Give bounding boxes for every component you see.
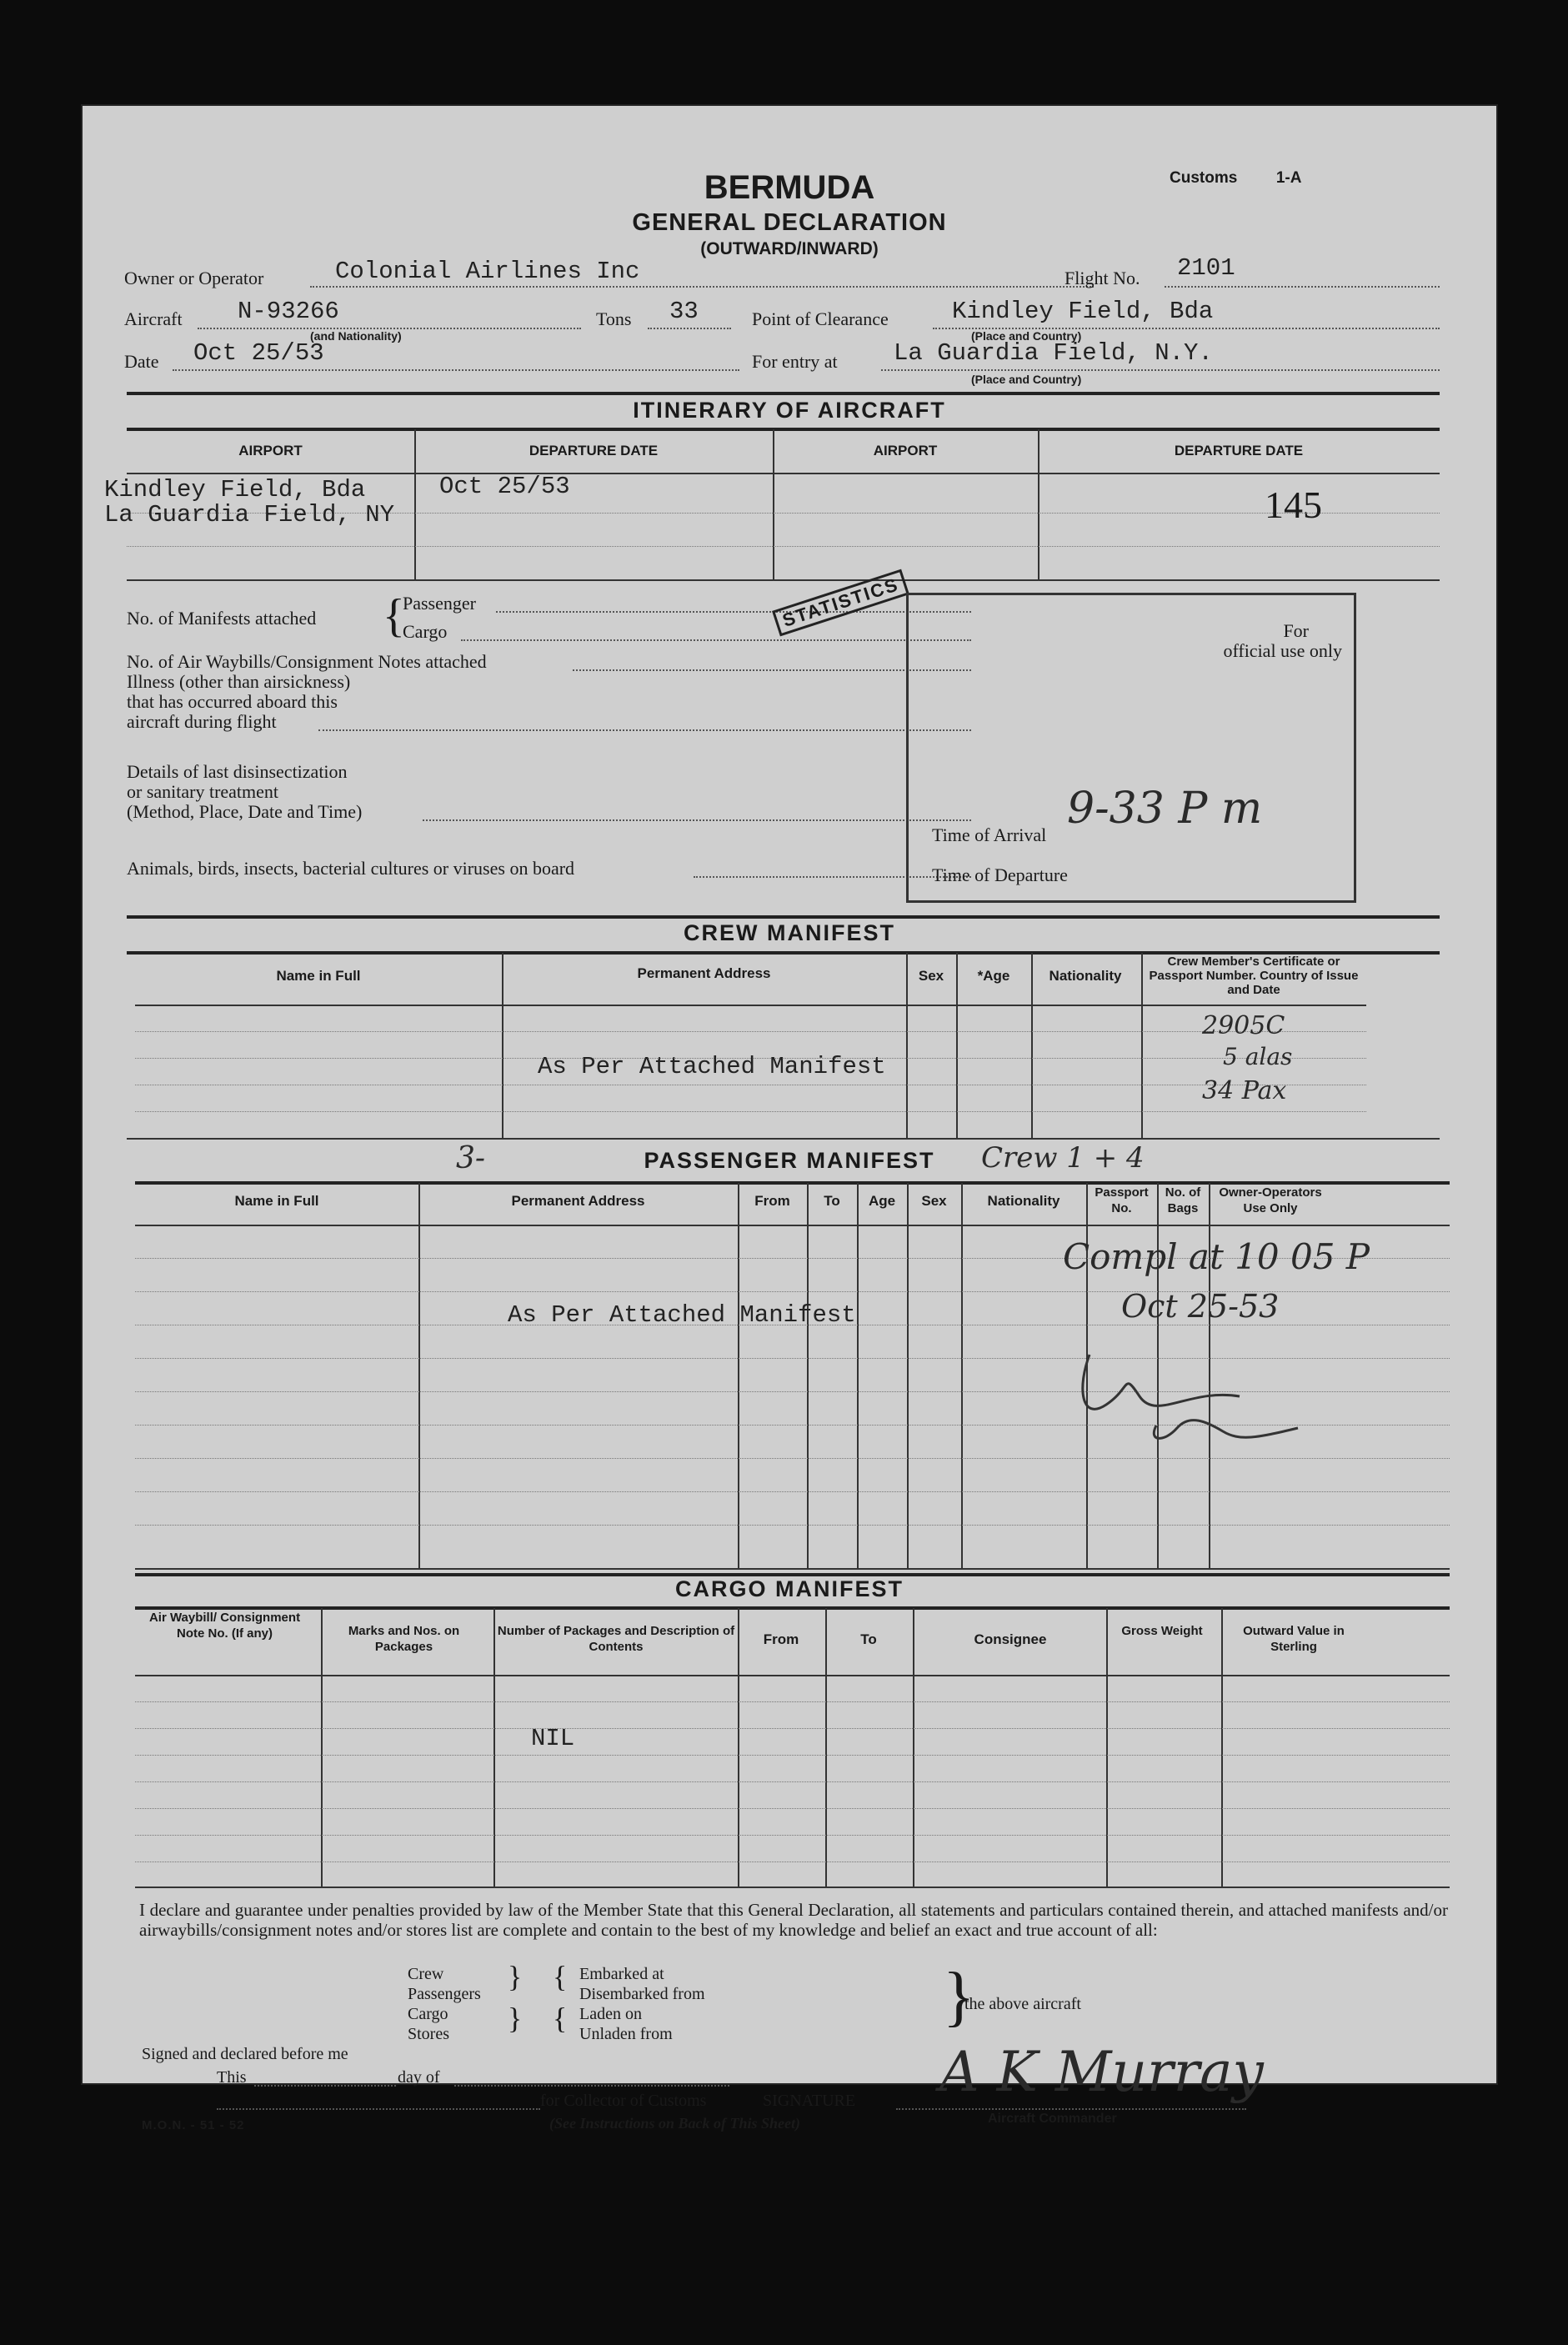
aircraft-value: N-93266 <box>238 298 339 325</box>
col-divider <box>502 953 503 1138</box>
col-divider <box>913 1608 914 1887</box>
instructions-note: (See Instructions on Back of This Sheet) <box>549 2115 801 2132</box>
col-divider <box>1141 953 1143 1138</box>
owner-line <box>310 286 1094 288</box>
brace: { <box>553 1960 568 1993</box>
disinsect-label-3: (Method, Place, Date and Time) <box>127 801 363 822</box>
flight-label: Flight No. <box>1065 268 1140 288</box>
divider <box>135 1675 1450 1676</box>
day-line <box>454 2085 729 2087</box>
row-line <box>135 1458 1450 1459</box>
illness-label-3: aircraft during flight <box>127 711 277 732</box>
flight-value: 2101 <box>1177 254 1235 282</box>
itinerary-col-date-1: DEPARTURE DATE <box>529 443 659 458</box>
passenger-col-to: To <box>824 1193 840 1209</box>
row-line <box>135 1781 1450 1782</box>
cargo-col-marks: Marks and Nos. on Packages <box>348 1624 460 1654</box>
declaration-item-cargo: Cargo <box>408 2005 448 2023</box>
country-title: BERMUDA <box>704 169 875 206</box>
cargo-note: NIL <box>531 1725 575 1752</box>
crew-hand-note-1: 2905C <box>1202 1011 1285 1040</box>
brace: { <box>553 2002 568 2035</box>
entry-label: For entry at <box>752 351 838 372</box>
declaration-item-crew: Crew <box>408 1965 444 1983</box>
row-line <box>135 1755 1450 1756</box>
itinerary-date-1: Oct 25/53 <box>439 473 570 500</box>
entry-value: La Guardia Field, N.Y. <box>894 339 1213 367</box>
brace: } <box>943 1960 975 2033</box>
col-divider <box>414 429 416 579</box>
passenger-col-nationality: Nationality <box>987 1193 1060 1209</box>
cargo-col-consignee: Consignee <box>974 1631 1047 1647</box>
form-code <box>1170 169 1301 188</box>
divider <box>127 915 1440 919</box>
declaration-embarked: Embarked at <box>579 1965 664 1983</box>
divider <box>127 428 1440 431</box>
tons-line <box>648 328 731 329</box>
declaration-form <box>81 104 1498 2132</box>
cargo-col-value: Outward Value in Sterling <box>1243 1624 1345 1654</box>
statistics-stamp: STATISTICS <box>772 569 909 637</box>
col-divider <box>857 1183 859 1568</box>
crew-col-certificate: Crew Member's Certificate or Passport Number. Country of Issue and Date <box>1149 955 1359 997</box>
col-divider <box>1031 953 1033 1138</box>
this-label: This <box>217 2068 247 2087</box>
col-divider <box>1038 429 1039 579</box>
departure-label: Time of Departure <box>932 864 1068 885</box>
row-line <box>135 1031 1366 1032</box>
passenger-col-passport: Passport No. <box>1095 1185 1149 1215</box>
aircraft-label: Aircraft <box>124 308 183 329</box>
brace: { <box>383 590 405 642</box>
row-line <box>135 1111 1366 1112</box>
official-title-2: official use only <box>1223 640 1342 661</box>
date-label: Date <box>124 351 159 372</box>
passenger-title: PASSENGER MANIFEST <box>644 1148 935 1173</box>
col-divider <box>1221 1608 1223 1887</box>
divider <box>135 1887 1450 1888</box>
col-divider <box>907 1183 909 1568</box>
passenger-col-age: Age <box>868 1193 896 1209</box>
col-divider <box>825 1608 827 1887</box>
itinerary-col-airport-2: AIRPORT <box>873 443 938 458</box>
commander-signature: A K Murray <box>939 2040 1264 2104</box>
divider <box>127 1138 1440 1140</box>
form-number: M.O.N. - 51 - 52 <box>142 2118 245 2132</box>
illness-label-2: that has occurred aboard this <box>127 691 338 712</box>
row-line <box>127 546 1440 547</box>
clearance-label: Point of Clearance <box>752 308 889 329</box>
declaration-item-stores: Stores <box>408 2025 449 2043</box>
crew-hand-note-3: 34 Pax <box>1202 1076 1287 1105</box>
itinerary-col-date-2: DEPARTURE DATE <box>1174 443 1304 458</box>
illness-line <box>318 729 971 731</box>
divider <box>127 579 1440 581</box>
col-divider <box>961 1183 963 1568</box>
col-divider <box>418 1183 420 1568</box>
itinerary-col-airport-1: AIRPORT <box>238 443 303 458</box>
col-divider <box>906 953 908 1138</box>
crew-col-address: Permanent Address <box>637 965 771 981</box>
official-use-box <box>906 593 1356 903</box>
passenger-col-name: Name in Full <box>234 1193 319 1209</box>
passenger-col-from: From <box>754 1193 790 1209</box>
signed-label: Signed and declared before me <box>142 2045 348 2063</box>
col-divider <box>738 1608 739 1887</box>
divider <box>135 1005 1366 1006</box>
manifests-label: No. of Manifests attached <box>127 608 317 629</box>
disinsect-line <box>423 819 971 821</box>
itinerary-airport-1: Kindley Field, Bda <box>104 476 366 504</box>
declaration-text: I declare and guarantee under penalties provided by law of the Member State that this General Declaration, all statements and particulars contained therein, and attached manifests and/or airwaybills/consignment notes and/or stores list are complete and contain to the best of my knowledge and belief an exact and true account of all: <box>139 1900 1448 1940</box>
collector-label: for Collector of Customs <box>540 2092 707 2110</box>
passenger-col-owner: Owner-Operators Use Only <box>1219 1185 1322 1215</box>
passenger-col-bags: No. of Bags <box>1165 1185 1201 1215</box>
commander-label: Aircraft Commander <box>988 2112 1117 2126</box>
crew-hand-note-2: 5 alas <box>1223 1043 1293 1070</box>
aircraft-note: (and Nationality) <box>310 329 402 343</box>
crew-col-name: Name in Full <box>276 968 361 984</box>
initials-stroke <box>1154 1421 1298 1439</box>
divider <box>135 1225 1450 1226</box>
cargo-col-weight: Gross Weight <box>1121 1624 1203 1638</box>
entry-note: (Place and Country) <box>971 373 1082 386</box>
cargo-title: CARGO MANIFEST <box>675 1576 904 1601</box>
arrival-label: Time of Arrival <box>932 824 1047 845</box>
day-label: day of <box>398 2068 440 2087</box>
passenger-hand-prefix: 3- <box>456 1141 486 1175</box>
signature-line <box>896 2108 1246 2110</box>
row-line <box>135 1728 1450 1729</box>
disinsect-label-2: or sanitary treatment <box>127 781 279 802</box>
declaration-item-passengers: Passengers <box>408 1985 481 2003</box>
divider <box>135 1606 1450 1610</box>
brace: } <box>508 1960 523 1993</box>
animals-label: Animals, birds, insects, bacterial cultures or viruses on board <box>127 858 575 879</box>
row-line <box>135 1861 1450 1862</box>
declaration-disembarked: Disembarked from <box>579 1985 705 2003</box>
divider <box>135 1568 1450 1570</box>
crew-col-age: *Age <box>977 968 1010 984</box>
passenger-col-address: Permanent Address <box>511 1193 645 1209</box>
cargo-col-from: From <box>763 1631 799 1647</box>
cargo-col-waybill: Air Waybill/ Consignment Note No. (If any) <box>148 1611 301 1641</box>
divider <box>127 392 1440 395</box>
divider <box>127 473 1440 474</box>
owner-value: Colonial Airlines Inc <box>335 258 640 285</box>
col-divider <box>738 1183 739 1568</box>
waybills-label: No. of Air Waybills/Consignment Notes attached <box>127 651 487 672</box>
illness-label-1: Illness (other than airsickness) <box>127 671 351 692</box>
cargo-label: Cargo <box>403 621 448 642</box>
itinerary-number-stamp: 145 <box>1265 484 1322 526</box>
row-line <box>135 1835 1450 1836</box>
form-subtitle: (OUTWARD/INWARD) <box>700 239 879 258</box>
signature-label: SIGNATURE <box>763 2092 856 2110</box>
col-divider <box>956 953 958 1138</box>
row-line <box>135 1525 1450 1526</box>
passenger-note: As Per Attached Manifest <box>508 1301 856 1329</box>
clearance-note: (Place and Country) <box>971 329 1082 343</box>
cargo-col-description: Number of Packages and Description of Contents <box>497 1624 735 1654</box>
col-divider <box>493 1608 495 1887</box>
declaration-aircraft: the above aircraft <box>964 1995 1081 2013</box>
cargo-line <box>461 639 971 641</box>
itinerary-title: ITINERARY OF AIRCRAFT <box>633 398 946 423</box>
itinerary-airport-2: La Guardia Field, NY <box>104 501 395 529</box>
initials-stroke <box>1083 1355 1240 1409</box>
passenger-hand-note-2: Oct 25-53 <box>1121 1288 1280 1325</box>
passenger-hand-note-1: Compl at 10 05 P <box>1063 1236 1370 1277</box>
brace: } <box>508 2002 523 2035</box>
crew-note: As Per Attached Manifest <box>538 1053 886 1080</box>
col-divider <box>321 1608 323 1887</box>
flight-line <box>1165 286 1440 288</box>
declaration-unladen: Unladen from <box>579 2025 673 2043</box>
form-title: GENERAL DECLARATION <box>632 209 947 236</box>
arrival-value: 9-33 P m <box>1067 784 1263 834</box>
clearance-value: Kindley Field, Bda <box>952 298 1214 325</box>
date-line <box>173 369 739 371</box>
collector-line <box>217 2108 540 2110</box>
crew-col-nationality: Nationality <box>1049 968 1122 984</box>
this-line <box>254 2085 396 2087</box>
col-divider <box>807 1183 809 1568</box>
crew-col-sex: Sex <box>918 968 944 984</box>
passenger-label: Passenger <box>403 593 476 614</box>
row-line <box>135 1491 1450 1492</box>
col-divider <box>1106 1608 1108 1887</box>
row-line <box>135 1808 1450 1809</box>
entry-line <box>881 369 1440 371</box>
tons-value: 33 <box>669 298 699 325</box>
row-line <box>135 1701 1450 1702</box>
date-value: Oct 25/53 <box>193 339 324 367</box>
tons-label: Tons <box>596 308 632 329</box>
cargo-col-to: To <box>860 1631 877 1647</box>
passenger-hand-suffix: Crew 1 + 4 <box>981 1141 1145 1175</box>
form-code-label: Customs <box>1170 169 1238 187</box>
declaration-laden: Laden on <box>579 2005 642 2023</box>
col-divider <box>773 429 774 579</box>
passenger-col-sex: Sex <box>921 1193 947 1209</box>
passenger-line <box>496 611 971 613</box>
crew-title: CREW MANIFEST <box>684 920 895 945</box>
disinsect-label-1: Details of last disinsectization <box>127 761 348 782</box>
owner-label: Owner or Operator <box>124 268 264 288</box>
inspector-initials <box>1073 1338 1323 1446</box>
form-code-suffix: 1-A <box>1275 169 1302 187</box>
official-title-1: For <box>1283 620 1309 641</box>
